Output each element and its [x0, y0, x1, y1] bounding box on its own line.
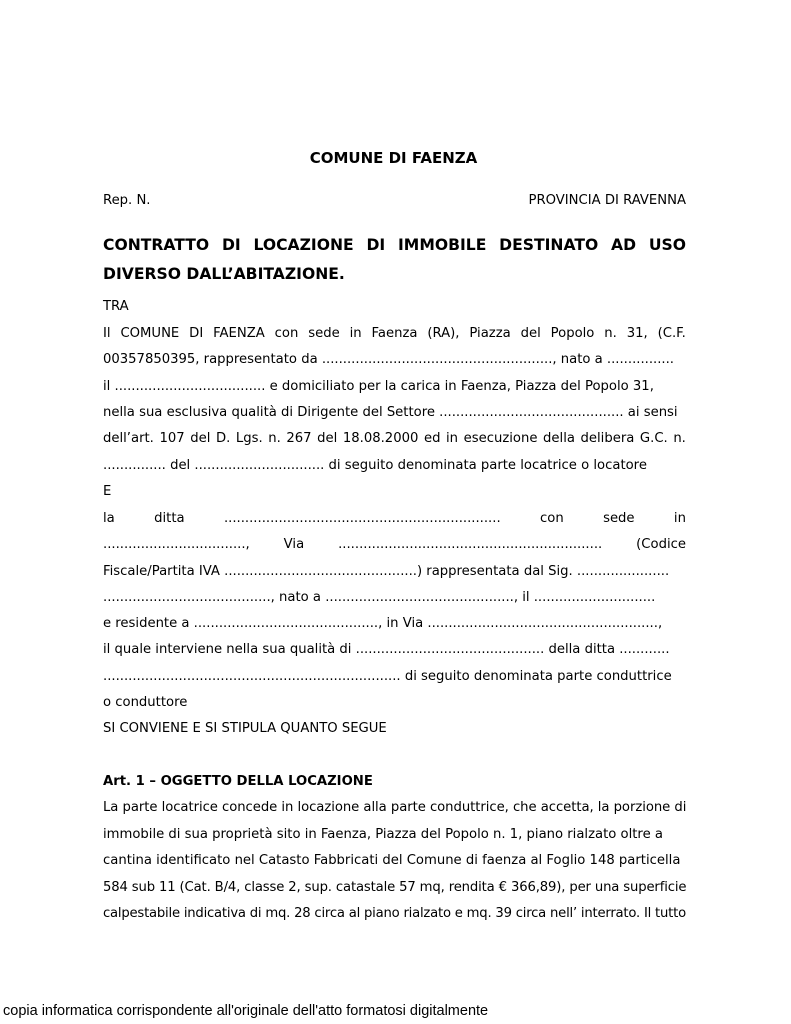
party1-line5-word: in [446, 431, 459, 446]
art1-line2: immobile di sua proprietà sito in Faenza, Piazza del Popolo n. 1, piano rialzato oltre a [103, 827, 663, 842]
party2-line8: o conduttore [103, 695, 188, 710]
party1-line5-word: ed [423, 431, 441, 446]
contract-title-line2: DIVERSO DALL’ABITAZIONE. [103, 265, 345, 283]
contract-title-line1-word: IMMOBILE [398, 236, 487, 254]
party1-line1 [103, 326, 686, 342]
party1-line1-word: Il [103, 326, 111, 341]
provincia: PROVINCIA DI RAVENNA [528, 193, 686, 208]
party2-line1-word: ditta [154, 511, 185, 526]
party2-line7: ....................................................................... di seguito denominata parte conduttrice [103, 669, 672, 684]
si-conviene: SI CONVIENE E SI STIPULA QUANTO SEGUE [103, 721, 387, 736]
party2-line1-word: in [673, 511, 686, 526]
party1-line5-word: G.C. [639, 431, 668, 446]
party1-line5-word: n. [268, 431, 281, 446]
party1-line5-word: della [543, 431, 575, 446]
party1-line1-word: (RA), [427, 326, 460, 341]
party2-line2-word: ............................................................... [338, 537, 603, 552]
party1-line3-text: il .................................... e domiciliato per la carica in Faenza, Piazza del Popolo 31, [103, 379, 654, 394]
party1-line1-word: del [520, 326, 541, 341]
party2-line1-word: la [103, 511, 115, 526]
party2-line3: Fiscale/Partita IVA ..............................................) rappresentata dal Sig. ...................... [103, 564, 670, 579]
contract-title-line1-word: USO [648, 236, 686, 254]
art1-line5: calpestabile indicativa di mq. 28 circa al piano rialzato e mq. 39 circa nell’ interrato. Il tutto [103, 906, 686, 921]
party2-line6: il quale interviene nella sua qualità di ............................................. della ditta ............ [103, 642, 670, 657]
contract-title-line1-word: DI [366, 236, 386, 254]
art1-line1: La parte locatrice concede in locazione alla parte conduttrice, che accetta, la porzione di [103, 800, 687, 815]
contract-title-line1-word: AD [611, 236, 637, 254]
party1-line3 [103, 379, 686, 395]
party2-line1-word: con [540, 511, 564, 526]
party2-line2-word: Via [283, 537, 305, 552]
party2-line1-word: .................................................................. [223, 511, 501, 526]
party1-line4-text: nella sua esclusiva qualità di Dirigente del Settore ............................................ ai sensi [103, 405, 678, 420]
party1-line5-word: 18.08.2000 [342, 431, 419, 446]
party1-line1-word: Piazza [469, 326, 511, 341]
party1-line6: ............... del ............................... di seguito denominata parte locatrice o locatore [103, 458, 647, 473]
contract-title-line1-word: DESTINATO [499, 236, 599, 254]
party1-line1-word: COMUNE [120, 326, 180, 341]
party1-line5-word: delibera [580, 431, 635, 446]
party1-line1-word: Popolo [550, 326, 595, 341]
party1-line1-word: FAENZA [213, 326, 265, 341]
party2-line5: e residente a ............................................, in Via ......................................................., [103, 616, 663, 631]
contract-title-line1 [103, 236, 686, 254]
art1-line3: cantina identificato nel Catasto Fabbricati del Comune di faenza al Foglio 148 particella [103, 853, 681, 868]
party1-line1-word: (C.F. [657, 326, 686, 341]
party1-line1-word: sede [308, 326, 340, 341]
party1-line2 [103, 352, 686, 368]
party1-line5-word: 107 [159, 431, 185, 446]
tra-label: TRA [103, 299, 129, 314]
party1-line5-word: del [190, 431, 211, 446]
party1-line1-word: con [274, 326, 299, 341]
party1-line4 [103, 405, 686, 421]
art1-heading: Art. 1 – OGGETTO DELLA LOCAZIONE [103, 774, 373, 789]
party1-line5-word: Lgs. [235, 431, 263, 446]
party2-line2 [103, 537, 686, 553]
rep-provincia-line [103, 193, 686, 209]
party1-line1-word: n. [604, 326, 617, 341]
party1-line1-word: DI [189, 326, 204, 341]
comune-heading: COMUNE DI FAENZA [309, 149, 478, 167]
party2-line2-word: .................................., [103, 537, 250, 552]
party1-line1-word: 31, [626, 326, 648, 341]
rep-number: Rep. N. [103, 193, 151, 208]
party1-line5-word: n. [673, 431, 686, 446]
party1-line5 [103, 431, 686, 447]
party2-line4: ........................................, nato a ............................................., il ............................. [103, 590, 656, 605]
party2-line2-word: (Codice [636, 537, 686, 552]
contract-title-line1-word: LOCAZIONE [253, 236, 354, 254]
e-label: E [103, 484, 112, 499]
party2-line1-word: sede [603, 511, 635, 526]
contract-title-line1-word: DI [221, 236, 241, 254]
party1-line1-word: in [349, 326, 362, 341]
party1-line5-word: D. [215, 431, 231, 446]
party1-line5-word: del [317, 431, 338, 446]
party1-line5-word: dell’art. [103, 431, 154, 446]
party1-line5-word: 267 [286, 431, 312, 446]
party1-line2-text: 00357850395, rappresentato da ......................................................., nato a ................ [103, 352, 674, 367]
art1-line4: 584 sub 11 (Cat. B/4, classe 2, sup. catastale 57 mq, rendita € 366,89), per una superficie [103, 880, 687, 895]
digital-copy-footer: copia informatica corrispondente all'originale dell'atto formatosi digitalmente [3, 1003, 489, 1019]
contract-title-line1-word: CONTRATTO [103, 236, 210, 254]
party1-line5-word: esecuzione [463, 431, 538, 446]
party2-line1 [103, 511, 686, 527]
party1-line1-word: Faenza [371, 326, 418, 341]
